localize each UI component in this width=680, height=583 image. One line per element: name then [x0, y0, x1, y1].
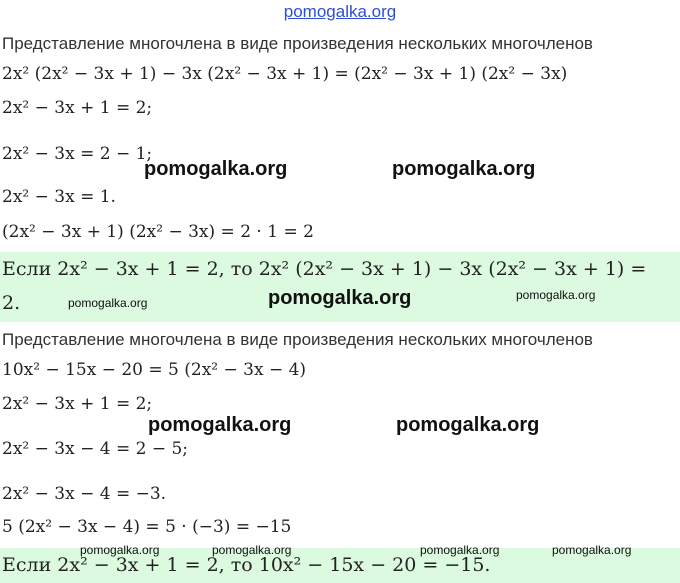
watermark: pomogalka.org	[80, 543, 160, 557]
section2-line-1: 10x² − 15x − 20 = 5 (2x² − 3x − 4)	[2, 360, 307, 380]
watermark: pomogalka.org	[148, 414, 292, 436]
section1-heading: Представление многочлена в виде произведения нескольких многочленов	[2, 34, 593, 53]
section1-line-3: 2x² − 3x = 2 − 1;	[2, 144, 153, 164]
section1-line-2: 2x² − 3x + 1 = 2;	[2, 98, 153, 118]
watermark: pomogalka.org	[68, 296, 148, 310]
section1-line-1: 2x² (2x² − 3x + 1) − 3x (2x² − 3x + 1) = (2x² − 3x + 1) (2x² − 3x)	[2, 64, 568, 84]
section2-line-2: 2x² − 3x + 1 = 2;	[2, 394, 153, 414]
watermark: pomogalka.org	[144, 158, 288, 180]
watermark: pomogalka.org	[212, 543, 292, 557]
site-header	[0, 0, 680, 26]
section1-answer-line1: Если 2x² − 3x + 1 = 2, то 2x² (2x² − 3x + 1) − 3x (2x² − 3x + 1) =	[2, 258, 647, 280]
section2-line-5: 5 (2x² − 3x − 4) = 5 · (−3) = −15	[2, 517, 292, 537]
section1-line-4: 2x² − 3x = 1.	[2, 187, 116, 207]
section1-answer-line2: 2.	[2, 292, 21, 314]
watermark: pomogalka.org	[420, 543, 500, 557]
watermark: pomogalka.org	[516, 288, 596, 302]
section1-line-5: (2x² − 3x + 1) (2x² − 3x) = 2 · 1 = 2	[2, 222, 314, 242]
section2-heading: Представление многочлена в виде произведения нескольких многочленов	[2, 330, 593, 349]
section2-answer: Если 2x² − 3x + 1 = 2, то 10x² − 15x − 20 = −15.	[2, 554, 491, 576]
watermark: pomogalka.org	[392, 158, 536, 180]
section2-line-3: 2x² − 3x − 4 = 2 − 5;	[2, 439, 189, 459]
watermark: pomogalka.org	[552, 543, 632, 557]
section2-line-4: 2x² − 3x − 4 = −3.	[2, 484, 167, 504]
watermark: pomogalka.org	[396, 414, 540, 436]
watermark: pomogalka.org	[268, 287, 412, 309]
site-link[interactable]: pomogalka.org	[283, 2, 397, 21]
